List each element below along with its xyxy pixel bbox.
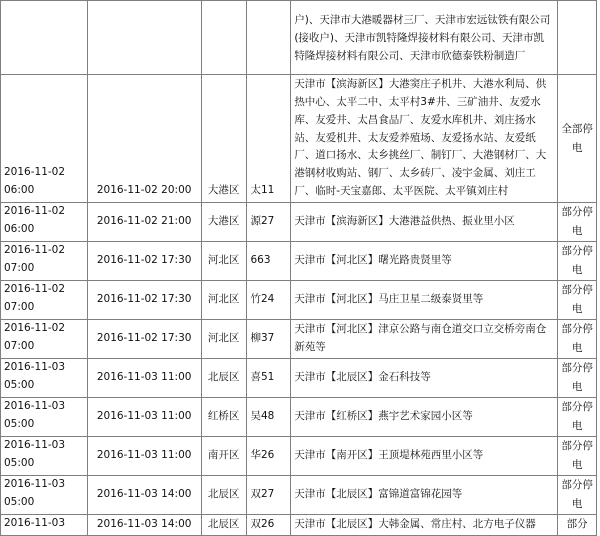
start-time-cell: 2016-11-02 06:00	[1, 75, 88, 203]
start-time-cell: 2016-11-02 06:00	[1, 203, 88, 242]
start-time-cell: 2016-11-02 07:00	[1, 242, 88, 281]
area-cell: 天津市【河北区】津京公路与南仓道交口立交桥旁南仓新苑等	[291, 320, 558, 359]
district-cell: 北辰区	[201, 515, 246, 536]
type-cell: 部分停电	[558, 242, 597, 281]
end-time-cell: 2016-11-03 11:00	[87, 359, 201, 398]
line-cell: 663	[246, 242, 291, 281]
start-time-cell: 2016-11-02 07:00	[1, 320, 88, 359]
type-cell	[558, 1, 597, 75]
start-time-cell: 2016-11-03	[1, 515, 88, 536]
district-cell: 河北区	[201, 320, 246, 359]
line-cell: 华26	[246, 437, 291, 476]
start-time-cell	[1, 1, 88, 75]
district-cell: 北辰区	[201, 359, 246, 398]
start-time-cell: 2016-11-03 05:00	[1, 437, 88, 476]
district-cell	[201, 1, 246, 75]
end-time-cell: 2016-11-02 17:30	[87, 281, 201, 320]
type-cell: 部分停电	[558, 359, 597, 398]
area-cell: 天津市【河北区】曙光路贵贤里等	[291, 242, 558, 281]
district-cell: 大港区	[201, 203, 246, 242]
line-cell: 双26	[246, 515, 291, 536]
area-cell: 天津市【滨海新区】大港窦庄子机井、大港水利局、供热中心、太平二中、太平村3#井、三矿油井、友爱水库、友爱井、太昌食品厂、友爱水库机井、刘庄扬水站、友爱机井、太友爱养殖场、友爱扬水站、友爱纸厂、道口扬水、太乡挑丝厂、制钉厂、大港钢材厂、大港钢材收购站、钢厂、太乡砖厂、凌宇金属、刘庄工厂、临时-天宝嘉郎、太平医院、太平镇刘庄村	[291, 75, 558, 203]
district-cell: 河北区	[201, 281, 246, 320]
area-cell: 天津市【北辰区】大韩金属、常庄村、北方电子仪器	[291, 515, 558, 536]
area-cell: 天津市【北辰区】富锦道富锦花园等	[291, 476, 558, 515]
table-row	[1, 359, 597, 398]
type-cell: 部分停电	[558, 398, 597, 437]
table-row	[1, 476, 597, 515]
end-time-cell: 2016-11-02 21:00	[87, 203, 201, 242]
start-time-cell: 2016-11-03 05:00	[1, 359, 88, 398]
line-cell: 吴48	[246, 398, 291, 437]
area-cell: 天津市【北辰区】金石科技等	[291, 359, 558, 398]
line-cell: 喜51	[246, 359, 291, 398]
end-time-cell: 2016-11-02 17:30	[87, 320, 201, 359]
table-row	[1, 398, 597, 437]
table-row	[1, 437, 597, 476]
end-time-cell: 2016-11-02 17:30	[87, 242, 201, 281]
area-cell: 户)、天津市大港暖器材三厂、天津市宏远钛铁有限公司(接收户)、天津市凯特隆焊接材料有限公司、天津市凯特隆焊接材料有限公司、天津市欣德泰铁粉制造厂	[291, 1, 558, 75]
table-row	[1, 320, 597, 359]
table-row	[1, 203, 597, 242]
start-time-cell: 2016-11-02 07:00	[1, 281, 88, 320]
line-cell: 双27	[246, 476, 291, 515]
type-cell: 部分停电	[558, 437, 597, 476]
table-row	[1, 1, 597, 75]
start-time-cell: 2016-11-03 05:00	[1, 398, 88, 437]
line-cell: 源27	[246, 203, 291, 242]
table-row	[1, 75, 597, 203]
district-cell: 北辰区	[201, 476, 246, 515]
district-cell: 南开区	[201, 437, 246, 476]
area-cell: 天津市【红桥区】燕宇艺术家园小区等	[291, 398, 558, 437]
end-time-cell: 2016-11-02 20:00	[87, 75, 201, 203]
end-time-cell: 2016-11-03 14:00	[87, 515, 201, 536]
district-cell: 大港区	[201, 75, 246, 203]
line-cell: 太11	[246, 75, 291, 203]
line-cell: 柳37	[246, 320, 291, 359]
type-cell: 部分停电	[558, 203, 597, 242]
type-cell: 部分停电	[558, 281, 597, 320]
district-cell: 河北区	[201, 242, 246, 281]
type-cell: 部分	[558, 515, 597, 536]
area-cell: 天津市【河北区】马庄卫星二级泰贤里等	[291, 281, 558, 320]
table-row	[1, 281, 597, 320]
start-time-cell: 2016-11-03 05:00	[1, 476, 88, 515]
type-cell: 部分停电	[558, 320, 597, 359]
area-cell: 天津市【滨海新区】大港港益供热、振业里小区	[291, 203, 558, 242]
table-row	[1, 242, 597, 281]
area-cell: 天津市【南开区】王顶堤林苑西里小区等	[291, 437, 558, 476]
line-cell	[246, 1, 291, 75]
type-cell: 部分停电	[558, 476, 597, 515]
end-time-cell	[87, 1, 201, 75]
table-row	[1, 515, 597, 536]
line-cell: 竹24	[246, 281, 291, 320]
type-cell: 全部停电	[558, 75, 597, 203]
end-time-cell: 2016-11-03 11:00	[87, 398, 201, 437]
end-time-cell: 2016-11-03 11:00	[87, 437, 201, 476]
district-cell: 红桥区	[201, 398, 246, 437]
end-time-cell: 2016-11-03 14:00	[87, 476, 201, 515]
